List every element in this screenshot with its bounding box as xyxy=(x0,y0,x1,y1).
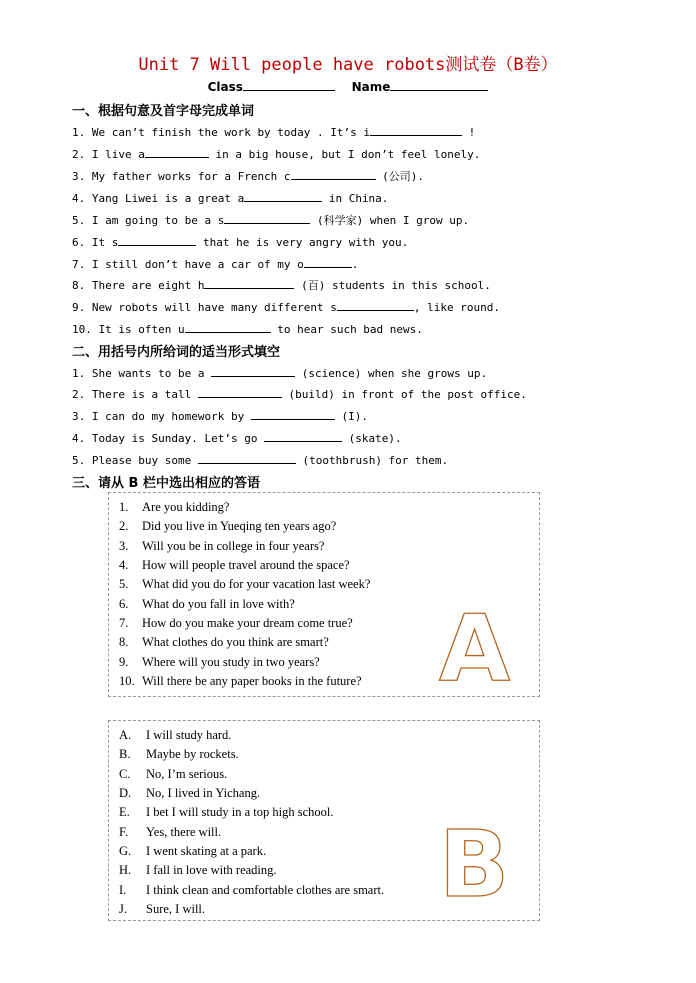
answer-blank[interactable] xyxy=(198,452,296,464)
question-item xyxy=(119,616,353,631)
answer-blank[interactable] xyxy=(224,212,310,224)
item-text-after: (公司). xyxy=(375,170,425,183)
option-label: A. xyxy=(119,728,132,742)
item-text-before: Please buy some xyxy=(91,454,198,467)
column-a-watermark: A xyxy=(439,595,511,702)
answer-blank[interactable] xyxy=(304,256,352,268)
item-text-after: in a big house, but I don’t feel lonely. xyxy=(208,148,481,161)
item-text-after: (科学家) when I grow up. xyxy=(310,214,470,227)
section1-item xyxy=(72,190,388,206)
section2-heading: 二、用括号内所给词的适当形式填空 xyxy=(72,345,281,360)
answer-blank[interactable] xyxy=(251,408,335,420)
option-label: B. xyxy=(119,747,131,761)
item-text-before: I live a xyxy=(91,148,145,161)
item-number: 2. xyxy=(72,148,86,161)
answer-blank[interactable] xyxy=(264,430,342,442)
question-item xyxy=(119,674,362,689)
item-number: 5. xyxy=(72,454,86,467)
item-text-after: (build) in front of the post office. xyxy=(281,388,527,401)
item-number: 10. xyxy=(72,323,92,336)
item-text-before: There are eight h xyxy=(91,279,205,292)
section3-heading: 三、请从 B 栏中选出相应的答语 xyxy=(72,476,260,491)
option-label: 9. xyxy=(119,655,129,669)
answer-blank[interactable] xyxy=(204,277,294,289)
page-title: Unit 7 Will people have robots测试卷（B卷） xyxy=(138,55,558,75)
option-label: 6. xyxy=(119,597,129,611)
option-text: Yes, there will. xyxy=(146,825,222,839)
item-text-after: that he is very angry with you. xyxy=(196,236,409,249)
item-number: 3. xyxy=(72,170,86,183)
item-number: 9. xyxy=(72,301,86,314)
section1-item xyxy=(72,124,475,140)
item-number: 2. xyxy=(72,388,86,401)
option-label: G. xyxy=(119,844,132,858)
answer-option xyxy=(119,767,227,782)
class-blank[interactable] xyxy=(243,79,335,91)
option-label: 10. xyxy=(119,674,135,688)
question-item xyxy=(119,635,329,650)
option-label: 4. xyxy=(119,558,129,572)
item-text-after: , like round. xyxy=(413,301,501,314)
option-text: I went skating at a park. xyxy=(146,844,267,858)
question-item xyxy=(119,577,370,592)
question-item xyxy=(119,500,229,515)
option-label: 3. xyxy=(119,539,129,553)
section1-item xyxy=(72,277,491,293)
class-label: Class xyxy=(207,80,243,94)
item-text-after: (I). xyxy=(334,410,368,423)
section2-item xyxy=(72,408,368,424)
option-label: 5. xyxy=(119,577,129,591)
question-item xyxy=(119,655,320,670)
option-label: 1. xyxy=(119,500,129,514)
section2-item xyxy=(72,430,402,446)
section1-item xyxy=(72,299,500,315)
answer-blank[interactable] xyxy=(118,234,196,246)
item-text-after: in China. xyxy=(322,192,389,205)
item-number: 5. xyxy=(72,214,86,227)
option-text: What did you do for your vacation last week? xyxy=(142,577,371,591)
answer-option xyxy=(119,825,221,840)
column-b-box xyxy=(108,720,540,921)
column-a-box xyxy=(108,492,540,702)
option-text: Maybe by rockets. xyxy=(146,747,239,761)
item-text-before: She wants to be a xyxy=(91,367,212,380)
option-text: No, I’m serious. xyxy=(146,767,228,781)
item-text-after: (skate). xyxy=(342,432,402,445)
option-text: Will you be in college in four years? xyxy=(142,539,325,553)
item-text-after: ! xyxy=(462,126,476,139)
section1-item xyxy=(72,321,423,337)
item-number: 3. xyxy=(72,410,86,423)
item-number: 4. xyxy=(72,192,86,205)
item-text-before: Today is Sunday. Let’s go xyxy=(91,432,265,445)
item-text-before: New robots will have many different s xyxy=(91,301,337,314)
answer-option xyxy=(119,805,333,820)
option-text: I fall in love with reading. xyxy=(146,863,277,877)
option-label: 7. xyxy=(119,616,129,630)
answer-blank[interactable] xyxy=(145,146,209,158)
option-text: Did you live in Yueqing ten years ago? xyxy=(142,519,337,533)
answer-option xyxy=(119,747,239,762)
item-number: 7. xyxy=(72,258,86,271)
item-text-after: to hear such bad news. xyxy=(270,323,423,336)
option-text: I think clean and comfortable clothes are smart. xyxy=(146,883,385,897)
option-label: 8. xyxy=(119,635,129,649)
item-text-before: There is a tall xyxy=(91,388,198,401)
option-label: J. xyxy=(119,902,127,916)
answer-option xyxy=(119,844,266,859)
item-text-after: . xyxy=(351,258,359,271)
section1-heading: 一、根据句意及首字母完成单词 xyxy=(72,104,255,119)
class-name-line xyxy=(0,79,696,94)
answer-blank[interactable] xyxy=(337,299,414,311)
name-blank[interactable] xyxy=(390,79,488,91)
item-number: 1. xyxy=(72,126,86,139)
section2-item xyxy=(72,365,487,381)
option-text: What do you fall in love with? xyxy=(142,597,295,611)
option-label: E. xyxy=(119,805,130,819)
answer-option xyxy=(119,883,384,898)
question-item xyxy=(119,519,336,534)
section2-item xyxy=(72,452,448,468)
section1-item xyxy=(72,168,424,184)
item-text-before: Yang Liwei is a great a xyxy=(91,192,245,205)
answer-option xyxy=(119,786,260,801)
item-text-before: I am going to be a s xyxy=(91,214,225,227)
option-text: I will study hard. xyxy=(146,728,232,742)
column-b-watermark: B xyxy=(439,811,510,918)
item-text-after: (百) students in this school. xyxy=(294,279,491,292)
answer-blank[interactable] xyxy=(244,190,322,202)
option-text: How will people travel around the space? xyxy=(142,558,350,572)
item-number: 1. xyxy=(72,367,86,380)
option-text: No, I lived in Yichang. xyxy=(146,786,261,800)
item-text-after: (toothbrush) for them. xyxy=(295,454,449,467)
option-text: Where will you study in two years? xyxy=(142,655,320,669)
item-text-before: My father works for a French c xyxy=(91,170,291,183)
answer-blank[interactable] xyxy=(198,386,282,398)
item-text-before: It s xyxy=(91,236,119,249)
item-text-before: We can’t finish the work by today . It’s i xyxy=(91,126,371,139)
item-text-after: (science) when she grows up. xyxy=(295,367,488,380)
question-item xyxy=(119,597,295,612)
answer-blank[interactable] xyxy=(211,365,295,377)
answer-option xyxy=(119,902,205,917)
answer-blank[interactable] xyxy=(291,168,376,180)
section2-item xyxy=(72,386,527,402)
name-label: Name xyxy=(351,80,391,94)
item-text-before: It is often u xyxy=(98,323,185,336)
answer-option xyxy=(119,728,231,743)
item-number: 8. xyxy=(72,279,86,292)
option-label: H. xyxy=(119,863,132,877)
item-number: 4. xyxy=(72,432,86,445)
option-text: How do you make your dream come true? xyxy=(142,616,353,630)
option-text: Are you kidding? xyxy=(142,500,230,514)
answer-blank[interactable] xyxy=(370,124,462,136)
question-item xyxy=(119,558,350,573)
option-label: I. xyxy=(119,883,127,897)
section1-item xyxy=(72,146,480,162)
section1-item xyxy=(72,256,358,272)
answer-blank[interactable] xyxy=(185,321,271,333)
item-number: 6. xyxy=(72,236,86,249)
option-label: C. xyxy=(119,767,131,781)
section1-item xyxy=(72,212,469,228)
item-text-before: I can do my homework by xyxy=(91,410,251,423)
answer-option xyxy=(119,863,277,878)
item-text-before: I still don’t have a car of my o xyxy=(91,258,304,271)
option-text: Sure, I will. xyxy=(146,902,206,916)
option-text: What clothes do you think are smart? xyxy=(142,635,329,649)
question-item xyxy=(119,539,324,554)
option-text: Will there be any paper books in the future? xyxy=(142,674,362,688)
section1-item xyxy=(72,234,408,250)
option-label: D. xyxy=(119,786,132,800)
option-text: I bet I will study in a top high school. xyxy=(146,805,334,819)
option-label: F. xyxy=(119,825,129,839)
option-label: 2. xyxy=(119,519,129,533)
